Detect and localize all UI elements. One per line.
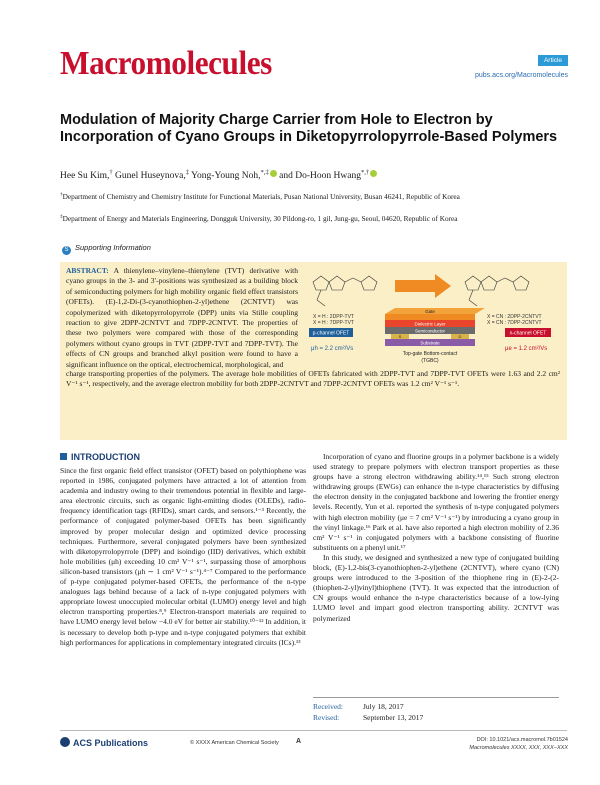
device-stack-diagram xyxy=(385,308,485,346)
author-affiliation-mark: ‡ xyxy=(185,168,190,176)
author-affiliation-mark: † xyxy=(109,168,113,176)
device-type-abbrev: (TGBC) xyxy=(421,358,439,364)
gate-layer: Gate xyxy=(425,309,435,314)
section-marker-icon xyxy=(60,453,67,460)
abstract-text-continued: charge transporting properties of the polymers. The average hole mobilities of OFETs fabricated with 2DPP-TVT and 7DPP-TVT OFETs were 1.63 and 2.2 cm² V⁻¹ s⁻¹, respectively, and the average electron mobility for both 2DPP-2CNTVT and 7DPP-2CNTVT OFETs was 1.2 cm² V⁻¹ s⁻¹. xyxy=(66,369,560,389)
hole-mobility: μh = 2.2 cm²/Vs xyxy=(311,346,354,352)
affiliation-text: Department of Energy and Materials Engineering, Dongguk University, 30 Pildong-ro, 1 gil, Jung-gu, Seoul, 04620, Republic of Korea xyxy=(62,214,458,223)
author-name[interactable]: Gunel Huseynova, xyxy=(115,171,186,181)
right-formula-2: X = CN : 7DPP-2CNTVT xyxy=(487,320,542,326)
affiliation-mark: ‡ xyxy=(60,213,63,220)
doi-block xyxy=(440,736,568,752)
publication-dates xyxy=(313,697,559,723)
author-name[interactable]: Yong-Young Noh, xyxy=(191,171,261,181)
n-channel-label: n-channel OFET xyxy=(509,330,547,337)
source-electrode: S xyxy=(398,334,402,339)
section-heading-introduction xyxy=(60,452,140,462)
p-channel-label: p-channel OFET xyxy=(312,330,350,337)
revised-date: September 13, 2017 xyxy=(363,713,424,722)
publisher-name: ACS Publications xyxy=(73,738,149,748)
left-formula-1: X = H : 2DPP-TVT xyxy=(313,314,354,320)
affiliation-2 xyxy=(60,214,565,224)
abstract-text xyxy=(66,266,298,370)
device-type: Top-gate Bottom-contact xyxy=(402,351,458,357)
right-formula-1: X = CN : 2DPP-2CNTVT xyxy=(487,314,542,320)
doi-link[interactable]: DOI: 10.1021/acs.macromol.7b01524 xyxy=(476,737,568,743)
author-name[interactable]: Hee Su Kim, xyxy=(60,171,110,181)
substrate-layer: Substrate xyxy=(420,340,440,346)
acs-logo-icon xyxy=(60,737,70,747)
author-list xyxy=(60,170,560,181)
journal-logo: Macromolecules xyxy=(60,45,272,82)
revised-label: Revised: xyxy=(313,713,340,722)
citation: Macromolecules XXXX, XXX, XXX−XXX xyxy=(469,745,568,751)
left-formula-2: X = H : 7DPP-TVT xyxy=(313,320,354,326)
semiconductor-layer: Semiconductor xyxy=(414,328,446,334)
body-text-left: Since the first organic field effect transistor (OFET) based on polythiophene was reported in 1986, conjugated polymers have attracted a lot of attention from academia and industry owing to their tremendous potential in flexible and large-area electronic circuits, such as organic light-emitting diodes (OLEDs), radio-frequency identification tags (RFIDs), smart cards, and sensors.¹⁻³ Recently, the performance of conjugated polymer-based OFETs has been significantly improved by proper molecular design and optimized device processing techniques. Furthermore, several conjugated polymers have been synthesized with diketopyrrolopyrrole (DPP) and isoindigo (IID) derivatives, which exhibit hole mobilities (μh) exceeding 10 cm² V⁻¹ s⁻¹, surpassing those of amorphous silicon-based transistors (μh ∼ 1 cm² V⁻¹ s⁻¹).⁴⁻⁷ Compared to the performance of p-type conjugated polymer-based OFETs, the performance of the n-type analogues lags behind because of a lack of n-type conjugated polymers with appropriate lowest unoccupied molecular orbital (LUMO) energy level and high electron transporting properties.⁸,⁹ Electron-transport materials are required to have LUMO energy level below −4.0 eV for better air stability.¹⁰⁻¹² In addition, it is necessary to develop both p-type and n-type conjugated polymers that exhibit high performances for applications in complementary integrated circuits (ICs).¹³ xyxy=(60,466,306,647)
received-date: July 18, 2017 xyxy=(363,702,404,711)
supporting-information-link[interactable] xyxy=(62,243,151,255)
copyright-notice: © XXXX American Chemical Society xyxy=(190,740,279,746)
toc-graphic xyxy=(305,266,560,366)
dielectric-layer: Dielectric Layer xyxy=(414,321,446,327)
author-affiliation-mark: *,† xyxy=(360,168,370,176)
abstract-body: A thienylene–vinylene–thienylene (TVT) derivative with cyano groups in the 3- and 3′-positions was synthesized as a building block of semiconducting polymers for high mobility organic field effect transistors (OFETs). (E)-1,2-Di-(3-cyanothiophen-2-yl)ethene (2CNTVT) was copolymerized with diketopyrrolopyrrole (DPP) units via Stille coupling reaction to give 2DPP-2CNTVT and 7DPP-2CNTVT. The properties of these two polymers were compared with those of the corresponding polymers without cyano groups in TVT (2DPP-TVT and 7DPP-TVT). The effects of CN groups and branched alkyl position were found to have a significant influence on the optical, electrochemical, morphological, and xyxy=(66,266,298,369)
author-affiliation-mark: *,‡ xyxy=(260,168,269,176)
section-heading-text: INTRODUCTION xyxy=(71,452,140,462)
author-name[interactable]: and Do-Hoon Hwang xyxy=(279,171,361,181)
paper-title: Modulation of Majority Charge Carrier from Hole to Electron by Incorporation of Cyano Groups in Diketopyrrolopyrrole-Based Polymers xyxy=(60,112,558,145)
footer-divider xyxy=(60,730,567,731)
paragraph: Incorporation of cyano and fluorine groups in a polymer backbone is a widely used strategy to prepare polymers with electron transport properties as these groups have a strong electron withdrawing ability.¹⁴,¹⁵ Such strong electron withdrawing groups (EWGs) can enhance the n-type characteristics by diffusing the electron density in the conjugated backbone and lowering the frontier energy levels. Recently, Yun et al. reported the synthesis of n-type conjugated polymers with high electron mobility (μe = 7 cm² V⁻¹ s⁻¹) by introducing a cyano group in the vinyl linkage.¹⁶ Park et al. have also reported a high electron mobility of 2.36 cm² V⁻¹ s⁻¹ in conjugated polymers with a backbone consisting of fluorine substituents on a phenyl unit.¹⁷ xyxy=(313,452,559,552)
page-number: A xyxy=(296,738,302,745)
supporting-info-icon: S xyxy=(62,246,71,255)
electron-mobility: μe = 1.2 cm²/Vs xyxy=(505,346,548,352)
body-text-right xyxy=(313,452,559,624)
supporting-info-label: Supporting Information xyxy=(75,243,151,252)
drain-electrode: D xyxy=(458,334,462,339)
orcid-icon[interactable] xyxy=(270,170,277,177)
paragraph: In this study, we designed and synthesized a new type of conjugated building block, (E)-1,2-bis(3-cyanothiophen-2-yl)ethene (2CNTVT), where cyano (CN) groups were introduced to the 3-position of the thiophene ring in (E)-2-(2-(thiophen-2-yl)vinyl)thiophene (TVT). It was expected that the introduction of CN groups would enhance the n-type characteristics because of a low-lying LUMO level and impart good electron transporting ability. 2CNTVT was polymerized xyxy=(313,552,559,623)
affiliation-text: Department of Chemistry and Chemistry Institute for Functional Materials, Pusan National University, Busan 46241, Republic of Korea xyxy=(62,192,460,201)
affiliation-1 xyxy=(60,192,565,202)
acs-publications-logo[interactable] xyxy=(60,737,148,748)
article-type-badge: Article xyxy=(538,55,568,66)
affiliation-mark: † xyxy=(60,191,63,198)
received-label: Received: xyxy=(313,702,343,711)
journal-url-link[interactable]: pubs.acs.org/Macromolecules xyxy=(475,72,568,79)
orcid-icon[interactable] xyxy=(370,170,377,177)
abstract-label: ABSTRACT: xyxy=(66,266,109,275)
